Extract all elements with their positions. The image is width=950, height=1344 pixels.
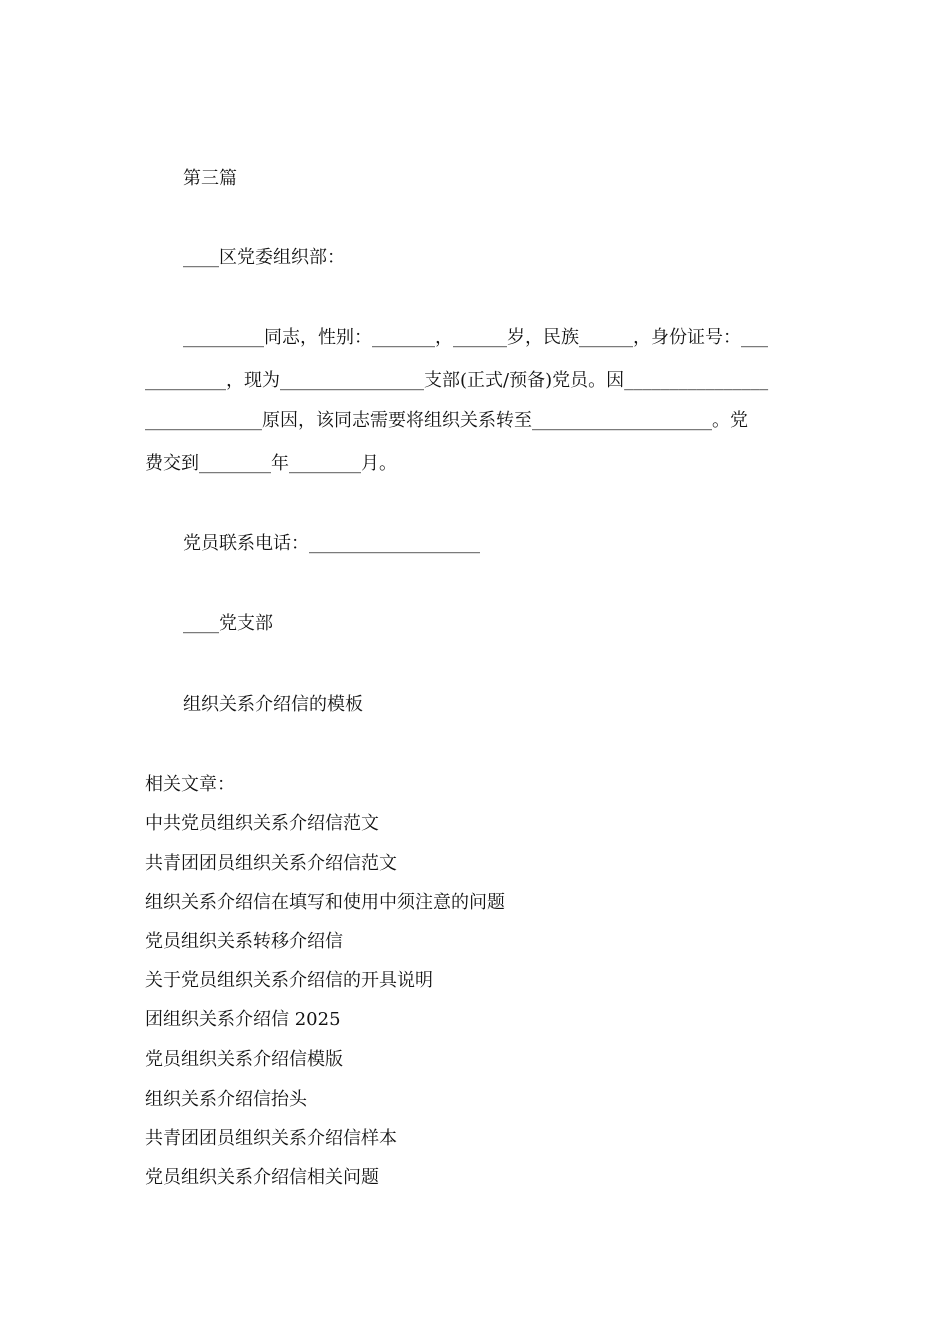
related-link[interactable]: 中共党员组织关系介绍信范文 <box>145 813 379 834</box>
phone-line: 党员联系电话：___________________ <box>183 533 480 554</box>
related-link[interactable]: 共青团团员组织关系介绍信范文 <box>145 853 397 874</box>
signature-line: ____党支部 <box>183 613 273 634</box>
recipient-line: ____区党委组织部： <box>183 247 345 268</box>
related-link[interactable]: 党员组织关系转移介绍信 <box>145 931 343 952</box>
related-link[interactable]: 团组织关系介绍信 2025 <box>145 1009 341 1030</box>
body-line-1: _________同志，性别：_______，______岁，民族______，身份证号：___ <box>183 327 768 348</box>
related-link[interactable]: 党员组织关系介绍信相关问题 <box>145 1167 379 1188</box>
related-link[interactable]: 组织关系介绍信在填写和使用中须注意的问题 <box>145 892 505 913</box>
body-line-2: _________，现为________________支部(正式/预备)党员。因________________ <box>145 370 769 391</box>
body-line-3: _____________原因，该同志需要将组织关系转至____________________。党 <box>145 410 748 431</box>
related-heading: 相关文章： <box>145 774 235 795</box>
related-link[interactable]: 组织关系介绍信抬头 <box>145 1089 307 1110</box>
body-line-4: 费交到________年________月。 <box>145 453 397 474</box>
template-title: 组织关系介绍信的模板 <box>183 694 363 715</box>
related-link[interactable]: 党员组织关系介绍信模版 <box>145 1049 343 1070</box>
related-link[interactable]: 关于党员组织关系介绍信的开具说明 <box>145 970 433 991</box>
related-link[interactable]: 共青团团员组织关系介绍信样本 <box>145 1128 397 1149</box>
section-title: 第三篇 <box>183 168 237 189</box>
